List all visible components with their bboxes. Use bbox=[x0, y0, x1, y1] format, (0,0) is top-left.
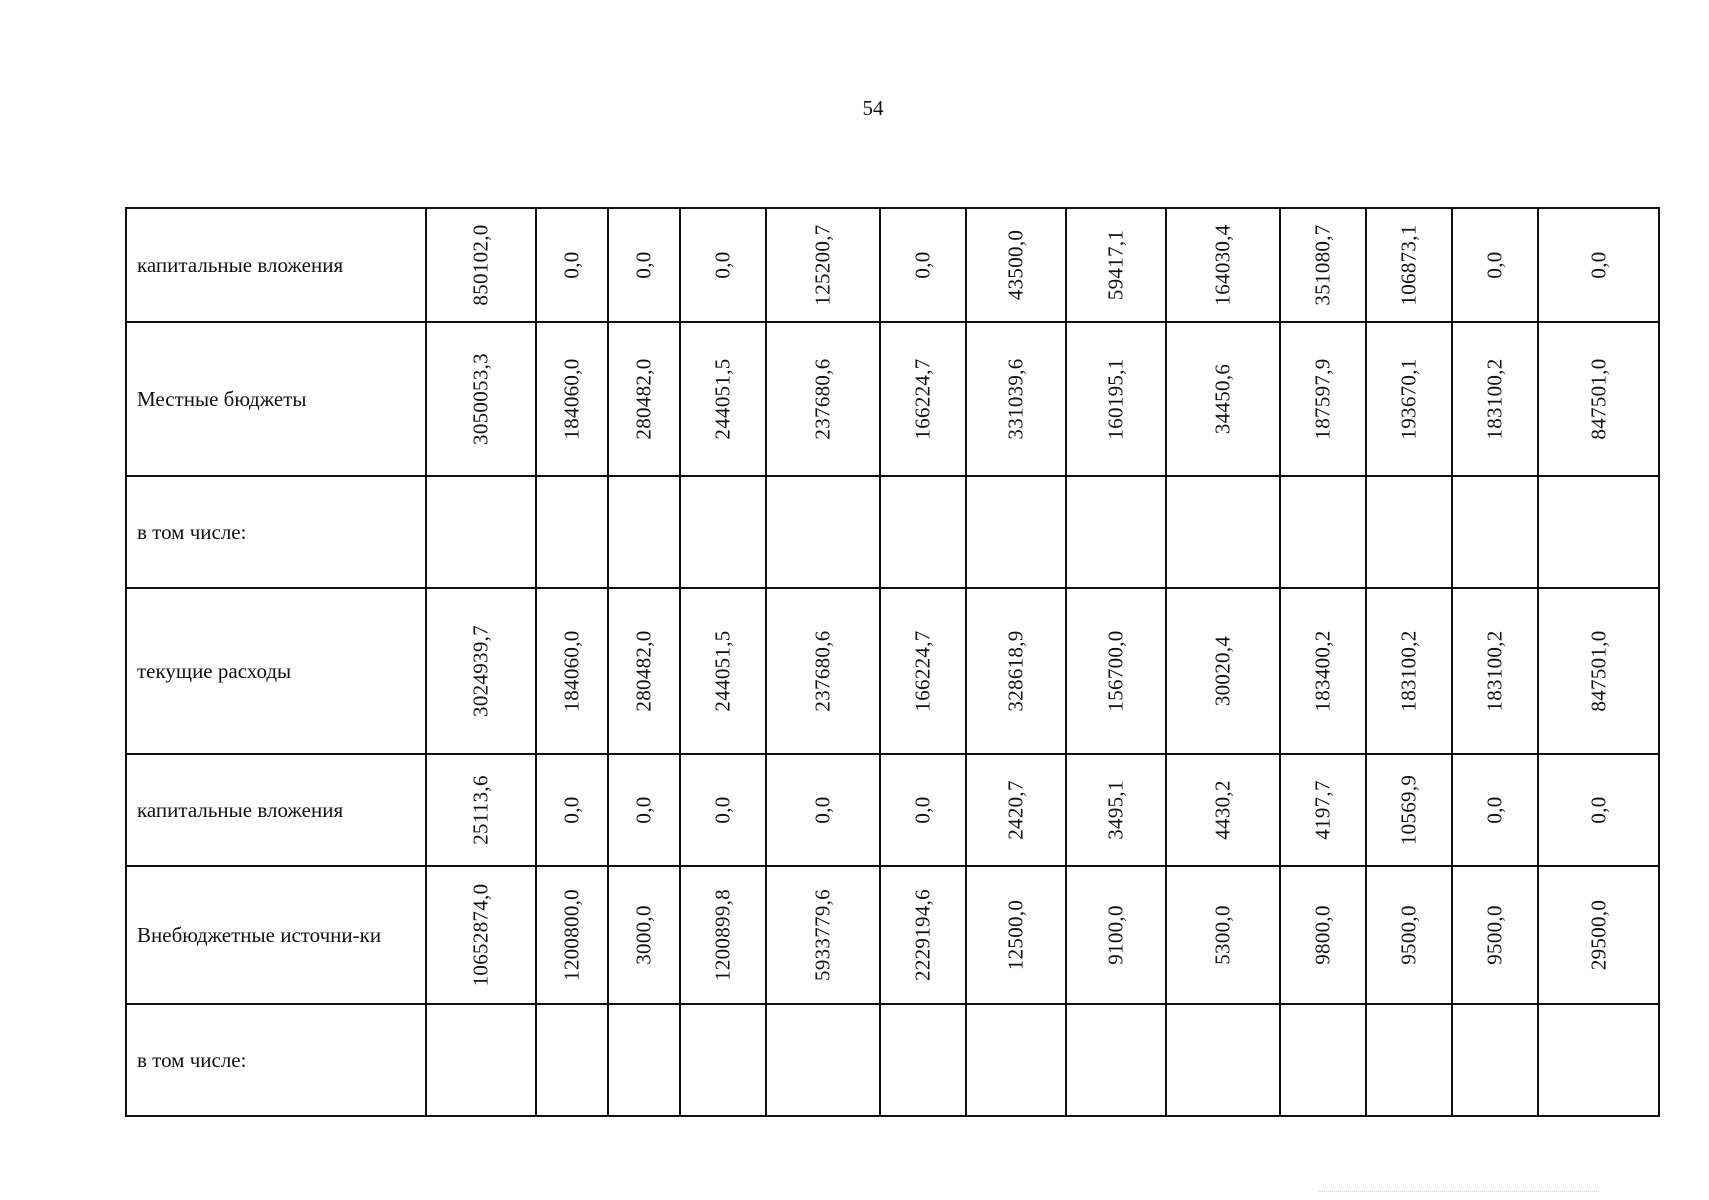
cell-value: 160195,1 bbox=[1103, 358, 1128, 440]
table-cell bbox=[1066, 1004, 1166, 1116]
table-cell bbox=[1452, 208, 1538, 322]
row-label: капитальные вложения bbox=[126, 208, 426, 322]
table-cell bbox=[766, 1004, 880, 1116]
table-cell bbox=[1280, 588, 1366, 754]
cell-value: 4430,2 bbox=[1210, 780, 1235, 840]
cell-value: 3024939,7 bbox=[468, 625, 493, 717]
cell-value: 2420,7 bbox=[1003, 780, 1028, 840]
cell-value: 25113,6 bbox=[468, 775, 493, 845]
cell-value: 1200899,8 bbox=[710, 889, 735, 981]
cell-value: 30020,4 bbox=[1210, 635, 1235, 707]
cell-value: 12500,0 bbox=[1003, 899, 1028, 971]
table-cell bbox=[1166, 476, 1280, 588]
table-cell bbox=[766, 588, 880, 754]
row-label: Местные бюджеты bbox=[126, 322, 426, 476]
table-cell bbox=[680, 754, 766, 866]
cell-value: 9500,0 bbox=[1396, 905, 1421, 965]
table-cell bbox=[680, 476, 766, 588]
cell-value: 125200,7 bbox=[810, 224, 835, 306]
table-cell bbox=[426, 754, 536, 866]
cell-value: 59417,1 bbox=[1103, 229, 1128, 301]
cell-value: 187597,9 bbox=[1310, 358, 1335, 440]
table-cell bbox=[1280, 208, 1366, 322]
cell-value: 237680,6 bbox=[810, 630, 835, 712]
cell-value: 0,0 bbox=[1482, 251, 1507, 279]
table-cell bbox=[1166, 866, 1280, 1004]
table-cell bbox=[536, 1004, 608, 1116]
table-row bbox=[126, 866, 1659, 1004]
table-row bbox=[126, 322, 1659, 476]
table-cell bbox=[608, 322, 680, 476]
table-cell bbox=[1280, 866, 1366, 1004]
table-cell bbox=[766, 754, 880, 866]
budget-table bbox=[125, 207, 1660, 1117]
table-row bbox=[126, 588, 1659, 754]
cell-value: 34450,6 bbox=[1210, 363, 1235, 435]
table-cell bbox=[880, 476, 966, 588]
table-cell bbox=[426, 588, 536, 754]
cell-value: 328618,9 bbox=[1003, 630, 1028, 712]
table-cell bbox=[1066, 588, 1166, 754]
table-cell bbox=[1538, 866, 1659, 1004]
row-label: в том числе: bbox=[126, 476, 426, 588]
table-cell bbox=[1538, 754, 1659, 866]
table-cell bbox=[1366, 754, 1452, 866]
cell-value: 184060,0 bbox=[559, 358, 584, 440]
cell-value: 106873,1 bbox=[1396, 224, 1421, 306]
cell-value: 166224,7 bbox=[910, 358, 935, 440]
cell-value: 847501,0 bbox=[1586, 630, 1610, 712]
cell-value: 10569,9 bbox=[1396, 774, 1421, 846]
table-cell bbox=[880, 754, 966, 866]
table-cell bbox=[880, 208, 966, 322]
table-cell bbox=[536, 208, 608, 322]
cell-value: 5300,0 bbox=[1210, 905, 1235, 965]
table-cell bbox=[1366, 588, 1452, 754]
table-cell bbox=[1452, 866, 1538, 1004]
cell-value: 156700,0 bbox=[1103, 630, 1128, 712]
cell-value: 0,0 bbox=[1586, 796, 1610, 824]
cell-value: 9800,0 bbox=[1310, 905, 1335, 965]
table-cell bbox=[966, 322, 1066, 476]
table-cell bbox=[1366, 1004, 1452, 1116]
table-cell bbox=[1066, 476, 1166, 588]
table-cell bbox=[1280, 1004, 1366, 1116]
table-cell bbox=[680, 588, 766, 754]
cell-value: 0,0 bbox=[910, 796, 935, 824]
cell-value: 164030,4 bbox=[1210, 224, 1235, 306]
cell-value: 4197,7 bbox=[1310, 780, 1335, 840]
table-cell bbox=[608, 866, 680, 1004]
cell-value: 351080,7 bbox=[1310, 224, 1335, 306]
cell-value: 166224,7 bbox=[910, 630, 935, 712]
table-cell bbox=[880, 1004, 966, 1116]
table-cell bbox=[1066, 754, 1166, 866]
cell-value: 184060,0 bbox=[559, 630, 584, 712]
cell-value: 9100,0 bbox=[1103, 905, 1128, 965]
table-cell bbox=[536, 754, 608, 866]
cell-value: 43500,0 bbox=[1003, 229, 1028, 301]
cell-value: 5933779,6 bbox=[810, 889, 835, 981]
table-cell bbox=[1538, 322, 1659, 476]
table-cell bbox=[680, 866, 766, 1004]
table-cell bbox=[766, 476, 880, 588]
cell-value: 193670,1 bbox=[1396, 358, 1421, 440]
table-cell bbox=[426, 1004, 536, 1116]
cell-value: 280482,0 bbox=[631, 630, 656, 712]
cell-value: 1200800,0 bbox=[559, 889, 584, 981]
cell-value: 10652874,0 bbox=[468, 883, 493, 987]
table-cell bbox=[536, 866, 608, 1004]
cell-value: 29500,0 bbox=[1586, 899, 1610, 971]
table-cell bbox=[1280, 754, 1366, 866]
cell-value: 847501,0 bbox=[1586, 358, 1610, 440]
table-cell bbox=[1538, 208, 1659, 322]
table-cell bbox=[536, 588, 608, 754]
table-cell bbox=[680, 208, 766, 322]
table-cell bbox=[1452, 1004, 1538, 1116]
table-cell bbox=[1280, 322, 1366, 476]
page-number: 54 bbox=[862, 96, 884, 120]
cell-value: 9500,0 bbox=[1482, 905, 1507, 965]
row-label: текущие расходы bbox=[126, 588, 426, 754]
cell-value: 3000,0 bbox=[631, 905, 656, 965]
table-cell bbox=[1366, 208, 1452, 322]
table-cell bbox=[1066, 866, 1166, 1004]
scan-artifact bbox=[1319, 1191, 1599, 1194]
table-cell bbox=[966, 866, 1066, 1004]
table-cell bbox=[608, 754, 680, 866]
table-cell bbox=[1538, 588, 1659, 754]
table-cell bbox=[1366, 476, 1452, 588]
row-label: в том числе: bbox=[126, 1004, 426, 1116]
cell-value: 0,0 bbox=[559, 251, 584, 279]
table-cell bbox=[1166, 1004, 1280, 1116]
row-label: Внебюджетные источни-ки bbox=[126, 866, 426, 1004]
table-cell bbox=[1066, 208, 1166, 322]
table-cell bbox=[766, 208, 880, 322]
table-cell bbox=[426, 322, 536, 476]
cell-value: 0,0 bbox=[1482, 796, 1507, 824]
table-row bbox=[126, 1004, 1659, 1116]
table-cell bbox=[966, 208, 1066, 322]
table-cell bbox=[1280, 476, 1366, 588]
table-row bbox=[126, 754, 1659, 866]
cell-value: 0,0 bbox=[631, 251, 656, 279]
cell-value: 0,0 bbox=[710, 251, 735, 279]
cell-value: 0,0 bbox=[910, 251, 935, 279]
table-cell bbox=[608, 476, 680, 588]
table-cell bbox=[1166, 322, 1280, 476]
table-cell bbox=[880, 866, 966, 1004]
table-cell bbox=[766, 322, 880, 476]
cell-value: 0,0 bbox=[631, 796, 656, 824]
table-cell bbox=[426, 866, 536, 1004]
table-cell bbox=[536, 322, 608, 476]
table-cell bbox=[1066, 322, 1166, 476]
table-cell bbox=[1538, 476, 1659, 588]
cell-value: 331039,6 bbox=[1003, 358, 1028, 440]
table-cell bbox=[1166, 588, 1280, 754]
cell-value: 0,0 bbox=[810, 796, 835, 824]
table-cell bbox=[1366, 866, 1452, 1004]
table-cell bbox=[608, 588, 680, 754]
table-cell bbox=[1366, 322, 1452, 476]
table-cell bbox=[880, 588, 966, 754]
cell-value: 0,0 bbox=[710, 796, 735, 824]
table-cell bbox=[1452, 476, 1538, 588]
table-row bbox=[126, 476, 1659, 588]
cell-value: 0,0 bbox=[1586, 251, 1610, 279]
table-cell bbox=[966, 754, 1066, 866]
cell-value: 183100,2 bbox=[1482, 630, 1507, 712]
cell-value: 237680,6 bbox=[810, 358, 835, 440]
table-cell bbox=[1166, 208, 1280, 322]
table-cell bbox=[966, 588, 1066, 754]
cell-value: 183400,2 bbox=[1310, 630, 1335, 712]
table-cell bbox=[536, 476, 608, 588]
cell-value: 244051,5 bbox=[710, 630, 735, 712]
table-row bbox=[126, 208, 1659, 322]
table-cell bbox=[1538, 1004, 1659, 1116]
table-cell bbox=[426, 208, 536, 322]
table-cell bbox=[426, 476, 536, 588]
cell-value: 3495,1 bbox=[1103, 780, 1128, 840]
table-cell bbox=[1166, 754, 1280, 866]
cell-value: 2229194,6 bbox=[910, 889, 935, 981]
table-cell bbox=[680, 322, 766, 476]
cell-value: 183100,2 bbox=[1396, 630, 1421, 712]
cell-value: 0,0 bbox=[559, 796, 584, 824]
cell-value: 183100,2 bbox=[1482, 358, 1507, 440]
table-cell bbox=[1452, 322, 1538, 476]
cell-value: 280482,0 bbox=[631, 358, 656, 440]
cell-value: 244051,5 bbox=[710, 358, 735, 440]
table-cell bbox=[608, 1004, 680, 1116]
row-label: капитальные вложения bbox=[126, 754, 426, 866]
table-cell bbox=[1452, 588, 1538, 754]
table-cell bbox=[966, 1004, 1066, 1116]
cell-value: 850102,0 bbox=[468, 224, 493, 306]
table-cell bbox=[1452, 754, 1538, 866]
table-cell bbox=[880, 322, 966, 476]
table-cell bbox=[766, 866, 880, 1004]
table-cell bbox=[680, 1004, 766, 1116]
table-cell bbox=[966, 476, 1066, 588]
table-cell bbox=[608, 208, 680, 322]
cell-value: 3050053,3 bbox=[468, 353, 493, 445]
